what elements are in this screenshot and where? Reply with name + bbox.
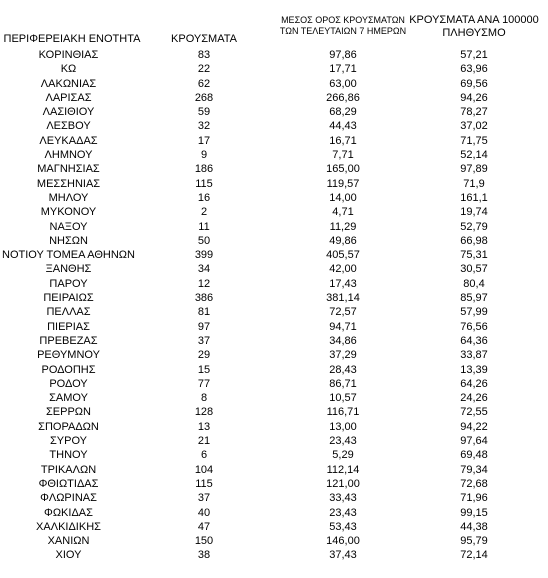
- cases-cell: 12: [197, 277, 211, 290]
- seven-day-average-cell: 72,57: [329, 306, 357, 319]
- cases-per-100k-cell: 75,31: [460, 249, 488, 262]
- table-row: [0, 391, 548, 405]
- seven-day-average-cell: 10,57: [329, 392, 357, 405]
- table-row: [0, 105, 548, 119]
- region-cell: ΦΘΙΩΤΙΔΑΣ: [38, 477, 99, 490]
- cases-cell: 32: [197, 120, 211, 133]
- cases-cell: 29: [197, 349, 211, 362]
- cases-cell: 2: [200, 206, 208, 219]
- table-row: [0, 77, 548, 91]
- cases-cell: 15: [197, 363, 211, 376]
- cases-per-100k-cell: 95,79: [460, 535, 488, 548]
- table-row: [0, 520, 548, 534]
- table-row: [0, 134, 548, 148]
- seven-day-average-cell: 16,71: [329, 134, 357, 147]
- cases-per-100k-cell: 97,64: [460, 435, 488, 448]
- seven-day-average-cell: 49,86: [329, 234, 357, 247]
- region-cell: ΝΗΣΩΝ: [49, 234, 88, 247]
- header-avg-line2: ΤΩΝ ΤΕΛΕΥΤΑΙΩΝ 7 ΗΜΕΡΩΝ: [279, 26, 407, 36]
- region-cell: ΠΕΙΡΑΙΩΣ: [43, 292, 94, 305]
- table-row: [0, 248, 548, 262]
- region-cell: ΧΑΛΚΙΔΙΚΗΣ: [36, 520, 101, 533]
- table-row: [0, 320, 548, 334]
- seven-day-average-cell: 97,86: [329, 49, 357, 61]
- seven-day-average-cell: 23,43: [329, 506, 357, 519]
- region-cell: ΛΑΣΙΘΙΟΥ: [42, 106, 95, 119]
- region-cell: ΣΕΡΡΩΝ: [46, 406, 91, 419]
- cases-cell: 399: [194, 249, 214, 262]
- seven-day-average-cell: 14,00: [329, 191, 357, 204]
- table-row: [0, 348, 548, 362]
- cases-cell: 11: [198, 220, 210, 233]
- cases-per-100k-cell: 30,57: [460, 263, 488, 276]
- header-cases-per-100k: [403, 14, 545, 40]
- cases-per-100k-cell: 85,97: [460, 292, 488, 305]
- table-row: [0, 448, 548, 462]
- cases-cell: 50: [197, 234, 211, 247]
- table-row: [0, 477, 548, 491]
- cases-cell: 8: [200, 392, 208, 405]
- cases-cell: 77: [197, 377, 211, 390]
- seven-day-average-cell: 37,43: [329, 549, 357, 562]
- cases-cell: 9: [200, 149, 208, 162]
- seven-day-average-cell: 17,71: [329, 63, 357, 76]
- table-header: [0, 0, 548, 50]
- region-cell: ΣΠΟΡΑΔΩΝ: [38, 420, 99, 433]
- cases-cell: 6: [200, 449, 208, 462]
- region-cell: ΛΑΚΩΝΙΑΣ: [40, 77, 97, 90]
- region-cell: ΛΕΣΒΟΥ: [46, 120, 91, 133]
- cases-cell: 150: [194, 535, 214, 548]
- cases-cell: 128: [194, 406, 214, 419]
- cases-cell: 34: [197, 263, 211, 276]
- cases-per-100k-cell: 99,15: [460, 506, 488, 519]
- table-row: [0, 334, 548, 348]
- table-row: [0, 363, 548, 377]
- cases-cell: 37: [197, 334, 211, 347]
- cases-cell: 115: [195, 177, 213, 190]
- cases-per-100k-cell: 94,22: [460, 420, 488, 433]
- cases-cell: 21: [197, 435, 211, 448]
- seven-day-average-cell: 44,43: [329, 120, 357, 133]
- seven-day-average-cell: 17,43: [329, 277, 357, 290]
- cases-per-100k-cell: 52,14: [460, 149, 488, 162]
- seven-day-average-cell: 37,29: [329, 349, 357, 362]
- region-cell: ΠΑΡΟΥ: [49, 277, 88, 290]
- table-row: [0, 506, 548, 520]
- header-avg-line1: ΜΕΣΟΣ ΟΡΟΣ ΚΡΟΥΣΜΑΤΩΝ: [281, 15, 405, 25]
- table-row: [0, 148, 548, 162]
- table-row: [0, 291, 548, 305]
- cases-per-100k-cell: 97,89: [460, 163, 488, 176]
- table-row: [0, 262, 548, 276]
- table-row: [0, 177, 548, 191]
- table-row: [0, 305, 548, 319]
- seven-day-average-cell: 146,00: [326, 535, 360, 548]
- seven-day-average-cell: 53,43: [329, 520, 357, 533]
- cases-per-100k-cell: 71,9: [463, 177, 485, 190]
- cases-per-100k-cell: 79,34: [460, 463, 488, 476]
- table-row: [0, 420, 548, 434]
- cases-per-100k-cell: 63,96: [460, 63, 488, 76]
- region-cell: ΤΡΙΚΑΛΩΝ: [40, 463, 97, 476]
- header-per-line1: ΚΡΟΥΣΜΑΤΑ ΑΝΑ 100000: [409, 14, 539, 26]
- cases-per-100k-cell: 72,55: [460, 406, 488, 419]
- table-row: [0, 205, 548, 219]
- header-seven-day-average: [272, 15, 414, 37]
- region-cell: ΛΕΥΚΑΔΑΣ: [39, 134, 98, 147]
- seven-day-average-cell: 23,43: [329, 435, 357, 448]
- cases-per-100k-cell: 72,68: [460, 477, 488, 490]
- cases-cell: 17: [197, 134, 211, 147]
- cases-per-100k-cell: 37,02: [460, 120, 488, 133]
- cases-per-100k-cell: 78,27: [460, 106, 488, 119]
- region-cell: ΠΕΛΛΑΣ: [46, 306, 91, 319]
- seven-day-average-cell: 42,00: [329, 263, 357, 276]
- cases-cell: 97: [197, 320, 211, 333]
- cases-cell: 186: [194, 163, 214, 176]
- cases-cell: 40: [197, 506, 211, 519]
- seven-day-average-cell: 94,71: [329, 320, 357, 333]
- table-row: [0, 62, 548, 76]
- region-cell: ΚΟΡΙΝΘΙΑΣ: [38, 49, 99, 61]
- region-cell: ΠΙΕΡΙΑΣ: [47, 320, 90, 333]
- seven-day-average-cell: 68,29: [329, 106, 357, 119]
- cases-cell: 83: [197, 49, 211, 61]
- region-cell: ΡΟΔΟΠΗΣ: [41, 363, 96, 376]
- region-cell: ΜΥΚΟΝΟΥ: [40, 206, 97, 219]
- cases-cell: 16: [197, 191, 211, 204]
- seven-day-average-cell: 11,29: [329, 220, 357, 233]
- seven-day-average-cell: 119,57: [326, 177, 360, 190]
- cases-per-100k-cell: 72,14: [460, 549, 488, 562]
- region-cell: ΦΛΩΡΙΝΑΣ: [40, 492, 97, 505]
- region-cell: ΛΗΜΝΟΥ: [44, 149, 93, 162]
- cases-cell: 37: [197, 492, 211, 505]
- seven-day-average-cell: 121,00: [326, 477, 360, 490]
- seven-day-average-cell: 4,71: [332, 206, 354, 219]
- cases-cell: 47: [197, 520, 211, 533]
- cases-cell: 22: [197, 63, 211, 76]
- header-region-label: ΠΕΡΙΦΕΡΕΙΑΚΗ ΕΝΟΤΗΤΑ: [3, 33, 141, 45]
- cases-cell: 386: [194, 292, 214, 305]
- cases-cell: 38: [197, 549, 211, 562]
- table-row: [0, 405, 548, 419]
- region-cell: ΡΟΔΟΥ: [49, 377, 88, 390]
- region-cell: ΧΙΟΥ: [55, 549, 82, 562]
- region-cell: ΚΩ: [60, 63, 77, 76]
- seven-day-average-cell: 34,86: [329, 334, 357, 347]
- cases-cell: 59: [197, 106, 211, 119]
- cases-per-100k-cell: 52,79: [460, 220, 488, 233]
- seven-day-average-cell: 86,71: [329, 377, 357, 390]
- table-row: [0, 162, 548, 176]
- region-cell: ΜΑΓΝΗΣΙΑΣ: [37, 163, 100, 176]
- cases-per-100k-cell: 33,87: [460, 349, 488, 362]
- table-row: [0, 377, 548, 391]
- cases-cell: 81: [197, 306, 211, 319]
- region-cell: ΞΑΝΘΗΣ: [45, 263, 92, 276]
- cases-per-100k-cell: 66,98: [460, 234, 488, 247]
- cases-per-100k-cell: 71,75: [460, 134, 488, 147]
- cases-per-100k-cell: 69,56: [460, 77, 488, 90]
- region-cell: ΧΑΝΙΩΝ: [47, 535, 90, 548]
- region-cell: ΛΑΡΙΣΑΣ: [45, 91, 92, 104]
- cases-per-100k-cell: 80,4: [463, 277, 485, 290]
- seven-day-average-cell: 63,00: [329, 77, 357, 90]
- cases-per-100k-cell: 13,39: [460, 363, 488, 376]
- table-row: [0, 548, 548, 562]
- header-per-line2: ΠΛΗΘΥΣΜΟ: [442, 27, 506, 39]
- region-cell: ΜΕΣΣΗΝΙΑΣ: [36, 177, 101, 190]
- cases-per-100k-cell: 64,26: [460, 377, 488, 390]
- region-cell: ΣΑΜΟΥ: [49, 392, 88, 405]
- cases-cell: 13: [197, 420, 211, 433]
- seven-day-average-cell: 7,71: [332, 149, 354, 162]
- cases-per-100k-cell: 161,1: [460, 191, 488, 204]
- region-cell: ΤΗΝΟΥ: [49, 449, 88, 462]
- cases-cell: 104: [194, 463, 214, 476]
- table-row: [0, 434, 548, 448]
- table-body: [0, 48, 548, 563]
- seven-day-average-cell: 5,29: [332, 449, 354, 462]
- region-cell: ΝΑΞΟΥ: [49, 220, 88, 233]
- region-cell: ΣΥΡΟΥ: [49, 435, 87, 448]
- seven-day-average-cell: 266,86: [326, 91, 360, 104]
- seven-day-average-cell: 165,00: [326, 163, 360, 176]
- table-row: [0, 119, 548, 133]
- cases-per-100k-cell: 94,26: [460, 91, 488, 104]
- table-row: [0, 220, 548, 234]
- seven-day-average-cell: 381,14: [326, 292, 360, 305]
- cases-per-100k-cell: 44,38: [460, 520, 488, 533]
- table-row: [0, 48, 548, 62]
- header-cases-label: ΚΡΟΥΣΜΑΤΑ: [171, 33, 237, 45]
- cases-per-100k-cell: 64,36: [460, 334, 488, 347]
- table-row: [0, 534, 548, 548]
- cases-per-100k-cell: 69,48: [460, 449, 488, 462]
- cases-cell: 115: [195, 477, 213, 490]
- seven-day-average-cell: 28,43: [329, 363, 357, 376]
- cases-cell: 62: [197, 77, 211, 90]
- seven-day-average-cell: 116,71: [326, 406, 360, 419]
- header-region: [0, 33, 144, 46]
- region-cell: ΠΡΕΒΕΖΑΣ: [39, 334, 98, 347]
- seven-day-average-cell: 33,43: [329, 492, 357, 505]
- cases-per-100k-cell: 76,56: [460, 320, 488, 333]
- header-cases: [165, 33, 243, 46]
- region-cell: ΜΗΛΟΥ: [48, 191, 89, 204]
- cases-per-100k-cell: 24,26: [460, 392, 488, 405]
- cases-per-100k-cell: 19,74: [460, 206, 488, 219]
- table-row: [0, 491, 548, 505]
- cases-per-100k-cell: 57,99: [460, 306, 488, 319]
- cases-per-100k-cell: 71,96: [460, 492, 488, 505]
- seven-day-average-cell: 13,00: [329, 420, 357, 433]
- cases-per-100k-cell: 57,21: [460, 49, 488, 61]
- seven-day-average-cell: 405,57: [326, 249, 360, 262]
- region-cell: ΝΟΤΙΟΥ ΤΟΜΕΑ ΑΘΗΝΩΝ: [2, 249, 135, 262]
- table-row: [0, 463, 548, 477]
- table-row: [0, 277, 548, 291]
- cases-cell: 268: [194, 91, 214, 104]
- seven-day-average-cell: 112,14: [326, 463, 360, 476]
- table-row: [0, 234, 548, 248]
- region-cell: ΡΕΘΥΜΝΟΥ: [37, 349, 100, 362]
- table-row: [0, 191, 548, 205]
- region-cell: ΦΩΚΙΔΑΣ: [44, 506, 93, 519]
- table-row: [0, 91, 548, 105]
